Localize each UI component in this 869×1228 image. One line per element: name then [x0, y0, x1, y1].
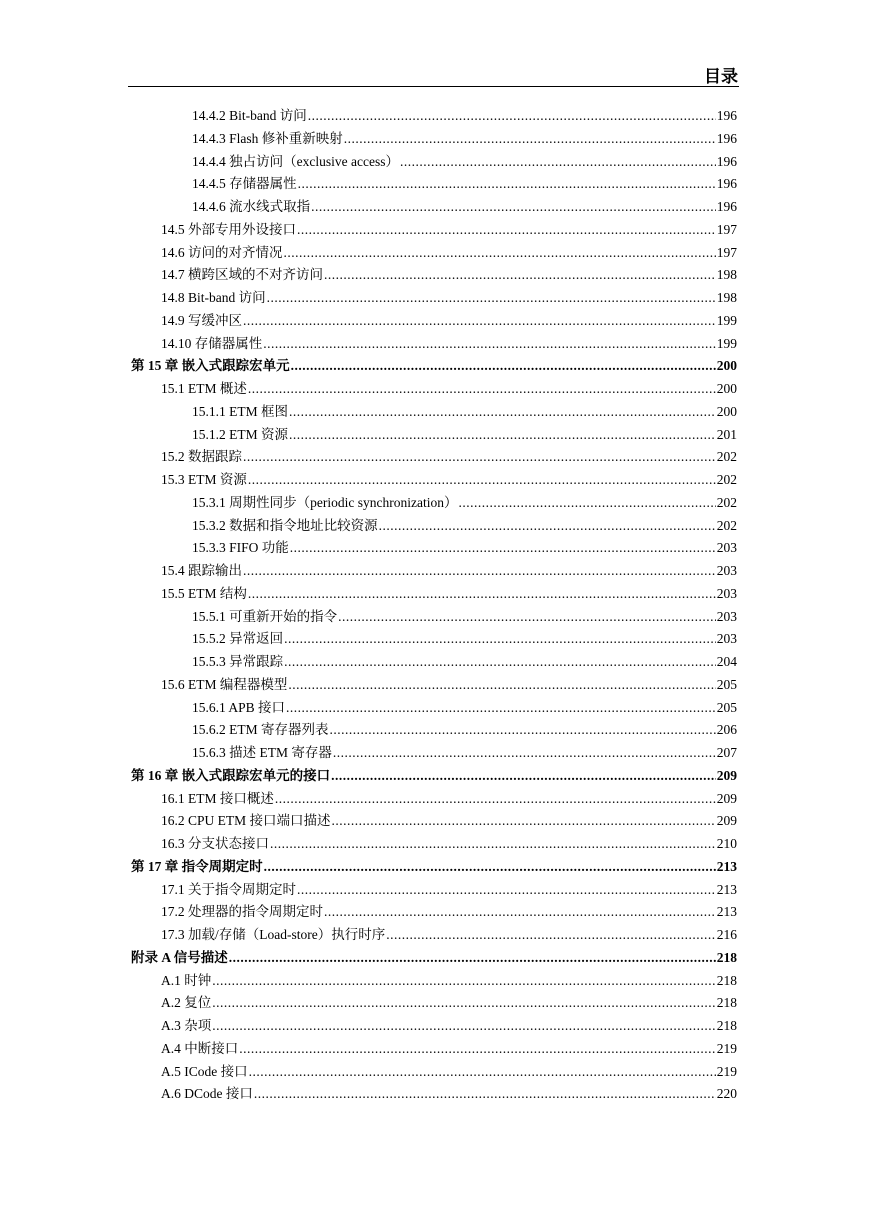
- toc-entry-page-number: 200: [716, 403, 737, 419]
- toc-entry-page-number: 202: [716, 472, 737, 487]
- toc-entry-page-number: 202: [716, 517, 737, 533]
- toc-dot-leader: [243, 563, 716, 579]
- toc-entry-title: 第 17 章 指令周期定时: [131, 858, 263, 874]
- toc-entry-page-number: 203: [716, 608, 737, 624]
- toc-dot-leader: [324, 267, 716, 283]
- toc-entry-title: 15.4 跟踪输出: [161, 563, 242, 578]
- toc-entry[interactable]: [131, 172, 737, 195]
- toc-entry[interactable]: [131, 536, 737, 559]
- toc-entry[interactable]: [131, 1060, 737, 1083]
- toc-entry[interactable]: [131, 491, 737, 514]
- toc-entry-title: 17.3 加载/存储（Load-store）执行时序: [161, 927, 386, 942]
- toc-dot-leader: [291, 358, 716, 374]
- toc-entry[interactable]: [131, 718, 737, 741]
- toc-dot-leader: [248, 586, 716, 602]
- toc-dot-leader: [379, 518, 716, 534]
- toc-entry-page-number: 203: [716, 540, 737, 556]
- toc-entry[interactable]: [131, 286, 737, 309]
- toc-entry-page-number: 218: [716, 1018, 737, 1033]
- toc-entry-page-number: 218: [716, 972, 737, 988]
- toc-entry-page-number: 198: [716, 290, 737, 305]
- toc-entry-page-number: 213: [716, 858, 737, 874]
- toc-entry-title: 14.4.3 Flash 修补重新映射: [192, 130, 343, 146]
- toc-entry[interactable]: [131, 1082, 737, 1105]
- toc-dot-leader: [311, 199, 716, 215]
- toc-dot-leader: [308, 108, 716, 124]
- toc-entry[interactable]: [131, 1014, 737, 1037]
- toc-entry[interactable]: [131, 423, 737, 446]
- toc-entry-title: 15.3 ETM 资源: [161, 472, 247, 487]
- toc-entry-page-number: 196: [716, 108, 737, 123]
- toc-chapter-entry[interactable]: [131, 855, 737, 878]
- toc-entry-page-number: 201: [716, 426, 737, 442]
- toc-entry-page-number: 196: [716, 199, 737, 214]
- toc-entry-title: 第 16 章 嵌入式跟踪宏单元的接口: [131, 767, 331, 783]
- toc-entry-page-number: 199: [716, 312, 737, 328]
- toc-dot-leader: [248, 381, 716, 397]
- toc-entry[interactable]: [131, 741, 737, 764]
- toc-dot-leader: [290, 540, 716, 556]
- toc-entry-title: A.5 ICode 接口: [161, 1063, 248, 1079]
- toc-entry[interactable]: [131, 787, 737, 810]
- toc-entry[interactable]: [131, 991, 737, 1014]
- toc-entry-title: 14.10 存储器属性: [161, 335, 263, 351]
- toc-entry[interactable]: [131, 332, 737, 355]
- toc-dot-leader: [267, 290, 716, 306]
- toc-entry-title: 14.7 横跨区域的不对齐访问: [161, 267, 323, 283]
- toc-entry[interactable]: [131, 263, 737, 286]
- toc-chapter-entry[interactable]: [131, 354, 737, 377]
- toc-entry-page-number: 210: [716, 836, 737, 851]
- toc-entry-page-number: 205: [716, 676, 737, 692]
- toc-entry-title: 14.9 写缓冲区: [161, 312, 242, 328]
- toc-entry-page-number: 203: [716, 585, 737, 601]
- toc-entry[interactable]: [131, 832, 737, 855]
- toc-entry-title: A.4 中断接口: [161, 1040, 239, 1056]
- toc-dot-leader: [249, 1064, 716, 1080]
- toc-entry-page-number: 196: [716, 176, 737, 192]
- toc-entry-title: 15.5.1 可重新开始的指令: [192, 608, 338, 624]
- toc-entry[interactable]: [131, 605, 737, 628]
- toc-dot-leader: [239, 1041, 716, 1057]
- toc-entry[interactable]: [131, 1037, 737, 1060]
- toc-dot-leader: [243, 449, 716, 465]
- toc-entry-page-number: 196: [716, 153, 737, 169]
- toc-entry[interactable]: [131, 650, 737, 673]
- toc-entry-page-number: 196: [716, 130, 737, 146]
- toc-entry-title: 15.2 数据跟踪: [161, 449, 242, 465]
- toc-dot-leader: [248, 472, 716, 488]
- toc-entry-title: A.1 时钟: [161, 972, 212, 988]
- toc-dot-leader: [297, 882, 716, 898]
- toc-dot-leader: [400, 154, 716, 170]
- toc-dot-leader: [286, 700, 716, 716]
- toc-entry[interactable]: [131, 900, 737, 923]
- toc-dot-leader: [275, 791, 716, 807]
- toc-entry-page-number: 219: [716, 1063, 737, 1079]
- toc-entry[interactable]: [131, 377, 737, 400]
- toc-entry-title: 15.3.3 FIFO 功能: [192, 540, 289, 556]
- toc-chapter-entry[interactable]: [131, 946, 737, 969]
- toc-dot-leader: [289, 427, 716, 443]
- toc-entry-page-number: 198: [716, 267, 737, 283]
- toc-entry-title: 15.6.2 ETM 寄存器列表: [192, 722, 329, 738]
- toc-dot-leader: [270, 836, 716, 852]
- toc-entry[interactable]: [131, 969, 737, 992]
- toc-entry-title: 14.4.5 存储器属性: [192, 176, 297, 192]
- toc-dot-leader: [386, 927, 716, 943]
- toc-entry-title: 15.1.1 ETM 框图: [192, 403, 288, 419]
- toc-dot-leader: [284, 654, 716, 670]
- toc-dot-leader: [298, 176, 716, 192]
- toc-entry-page-number: 203: [716, 631, 737, 647]
- toc-dot-leader: [330, 722, 716, 738]
- toc-entry[interactable]: [131, 878, 737, 901]
- toc-entry-title: 15.3.1 周期性同步（periodic synchronization）: [192, 494, 458, 510]
- toc-entry-title: 15.5 ETM 结构: [161, 585, 247, 601]
- toc-entry[interactable]: [131, 582, 737, 605]
- toc-entry-page-number: 200: [716, 358, 737, 374]
- toc-entry-page-number: 205: [716, 699, 737, 715]
- toc-entry-page-number: 209: [716, 813, 737, 829]
- toc-entry-page-number: 213: [716, 881, 737, 897]
- toc-entry[interactable]: [131, 218, 737, 241]
- toc-entry[interactable]: [131, 809, 737, 832]
- toc-entry-title: 15.5.3 异常跟踪: [192, 654, 284, 669]
- toc-entry-title: 15.1 ETM 概述: [161, 381, 247, 396]
- toc-entry[interactable]: [131, 923, 737, 946]
- toc-entry[interactable]: [131, 468, 737, 491]
- toc-entry[interactable]: [131, 309, 737, 332]
- toc-entry-page-number: 203: [716, 563, 737, 578]
- toc-dot-leader: [284, 245, 716, 261]
- toc-dot-leader: [243, 313, 716, 329]
- toc-entry-title: A.3 杂项: [161, 1018, 212, 1033]
- toc-dot-leader: [458, 495, 715, 511]
- toc-entry-page-number: 213: [716, 904, 737, 920]
- toc-entry-page-number: 202: [716, 449, 737, 465]
- toc-dot-leader: [289, 404, 716, 420]
- toc-entry-title: 16.2 CPU ETM 接口端口描述: [161, 813, 331, 829]
- toc-entry[interactable]: [131, 514, 737, 537]
- toc-entry[interactable]: [131, 400, 737, 423]
- toc-dot-leader: [212, 1018, 716, 1034]
- toc-entry[interactable]: [131, 195, 737, 218]
- toc-dot-leader: [284, 631, 716, 647]
- toc-entry-page-number: 202: [716, 494, 737, 510]
- toc-entry-title: 第 15 章 嵌入式跟踪宏单元: [131, 358, 290, 374]
- toc-dot-leader: [333, 745, 716, 761]
- toc-dot-leader: [264, 859, 716, 875]
- table-of-contents: [131, 104, 737, 1105]
- toc-entry[interactable]: [131, 127, 737, 150]
- toc-entry-title: 17.2 处理器的指令周期定时: [161, 904, 323, 920]
- toc-entry[interactable]: [131, 673, 737, 696]
- toc-dot-leader: [229, 950, 716, 966]
- toc-entry-title: 14.6 访问的对齐情况: [161, 244, 283, 260]
- toc-entry[interactable]: [131, 104, 737, 127]
- toc-dot-leader: [212, 995, 716, 1011]
- toc-entry-title: 15.6 ETM 编程器模型: [161, 676, 288, 692]
- toc-entry[interactable]: [131, 559, 737, 582]
- toc-dot-leader: [344, 131, 716, 147]
- toc-chapter-entry[interactable]: [131, 764, 737, 787]
- toc-entry[interactable]: [131, 696, 737, 719]
- toc-entry-page-number: 206: [716, 722, 737, 738]
- toc-entry[interactable]: [131, 150, 737, 173]
- toc-dot-leader: [331, 768, 716, 784]
- toc-entry-page-number: 220: [716, 1086, 737, 1102]
- toc-entry-page-number: 219: [716, 1040, 737, 1056]
- toc-entry-page-number: 218: [716, 995, 737, 1011]
- toc-entry-title: A.6 DCode 接口: [161, 1086, 253, 1102]
- toc-entry-title: A.2 复位: [161, 995, 212, 1011]
- toc-entry-page-number: 200: [716, 381, 737, 396]
- toc-dot-leader: [332, 813, 716, 829]
- toc-entry[interactable]: [131, 445, 737, 468]
- toc-entry-title: 16.3 分支状态接口: [161, 836, 269, 851]
- toc-entry-page-number: 218: [716, 949, 737, 965]
- toc-dot-leader: [324, 904, 716, 920]
- toc-entry-title: 16.1 ETM 接口概述: [161, 790, 274, 806]
- toc-entry-title: 14.5 外部专用外设接口: [161, 221, 296, 237]
- toc-entry-title: 14.4.2 Bit-band 访问: [192, 108, 307, 123]
- toc-entry-title: 15.6.3 描述 ETM 寄存器: [192, 745, 332, 760]
- page-header-title: 目录: [704, 67, 738, 87]
- toc-dot-leader: [297, 222, 716, 238]
- toc-entry-page-number: 216: [716, 927, 737, 942]
- toc-entry-title: 17.1 关于指令周期定时: [161, 881, 296, 897]
- toc-entry[interactable]: [131, 627, 737, 650]
- toc-entry-page-number: 207: [716, 745, 737, 760]
- toc-dot-leader: [254, 1086, 716, 1102]
- toc-dot-leader: [263, 336, 716, 352]
- toc-entry-page-number: 209: [716, 790, 737, 806]
- toc-entry-title: 附录 A 信号描述: [131, 949, 228, 965]
- toc-entry[interactable]: [131, 241, 737, 264]
- toc-entry-page-number: 197: [716, 244, 737, 260]
- toc-entry-title: 14.8 Bit-band 访问: [161, 290, 266, 305]
- header-divider: [128, 86, 739, 87]
- toc-entry-title: 15.6.1 APB 接口: [192, 699, 286, 715]
- toc-entry-title: 15.3.2 数据和指令地址比较资源: [192, 517, 378, 533]
- toc-entry-title: 15.1.2 ETM 资源: [192, 426, 288, 442]
- toc-dot-leader: [338, 609, 716, 625]
- toc-dot-leader: [212, 973, 716, 989]
- toc-entry-page-number: 209: [716, 767, 737, 783]
- toc-entry-page-number: 199: [716, 335, 737, 351]
- toc-dot-leader: [288, 677, 715, 693]
- toc-entry-page-number: 204: [716, 654, 737, 669]
- toc-entry-title: 14.4.6 流水线式取指: [192, 199, 311, 214]
- toc-entry-title: 15.5.2 异常返回: [192, 631, 284, 647]
- toc-entry-page-number: 197: [716, 221, 737, 237]
- toc-entry-title: 14.4.4 独占访问（exclusive access）: [192, 153, 399, 169]
